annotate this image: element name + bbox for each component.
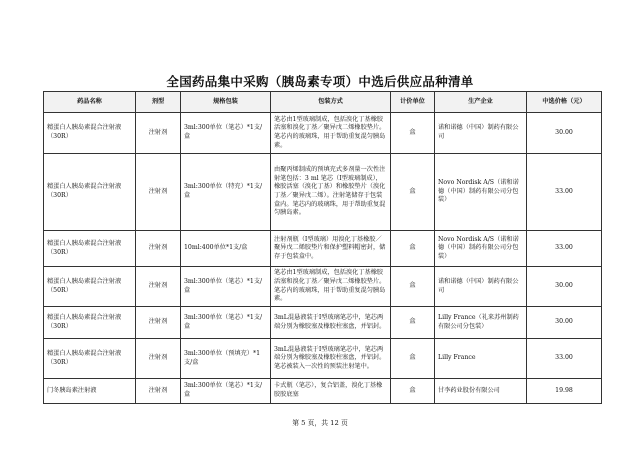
page-title: 全国药品集中采购（胰岛素专项）中选后供应品种清单: [166, 74, 474, 89]
cell-packaging: 3mL混悬液装于Ⅰ型玻璃笔芯中，笔芯两端分别为橡胶塞及橡胶柱塞盘，并铝封。笔芯被装入一次性的预装注射笔中。: [271, 339, 391, 379]
table-row: [44, 339, 602, 379]
cell-price: 33.00: [527, 231, 602, 267]
cell-manufacturer: Novo Nordisk A/S（诺和诺德（中国）制药有限公司分包装）: [435, 154, 527, 231]
cell-unit: 盒: [391, 339, 435, 379]
cell-spec: 3ml:300单位（特充）*1支/盒: [181, 154, 271, 231]
cell-manufacturer: 诺和诺德（中国）制药有限公司: [435, 113, 527, 154]
header-price: 中选价格（元）: [527, 92, 602, 113]
cell-packaging: 笔芯由1型玻璃制成，包括溴化丁基橡胶活塞和溴化丁基／聚异戊二烯橡胶垫片。笔芯内的玻璃珠，用于帮助重复混匀胰岛素。: [271, 113, 391, 154]
cell-dosage-form: 注射剂: [136, 379, 181, 404]
table-row: [44, 267, 602, 307]
header-dosage-form: 剂型: [136, 92, 181, 113]
cell-drug-name: 门冬胰岛素注射液: [44, 379, 136, 404]
cell-unit: 盒: [391, 113, 435, 154]
header-unit: 计价单位: [391, 92, 435, 113]
cell-manufacturer: 诺和诺德（中国）制药有限公司: [435, 267, 527, 307]
cell-spec: 3ml:300单位（笔芯）*1支/盒: [181, 267, 271, 307]
table-row: [44, 154, 602, 231]
header-spec: 规格包装: [181, 92, 271, 113]
cell-price: 30.00: [527, 113, 602, 154]
cell-unit: 盒: [391, 379, 435, 404]
page-number: 第 5 页，共 12 页: [292, 419, 348, 427]
cell-packaging: 注射剂瓶（I型玻璃）用溴化丁基橡胶／聚异戊二烯胶垫片和保护塑料帽密封，储存于包装盒中。: [271, 231, 391, 267]
table-header-row: [44, 92, 602, 113]
cell-spec: 10ml:400单位*1支/盒: [181, 231, 271, 267]
cell-drug-name: 精蛋白人胰岛素混合注射液（50R）: [44, 267, 136, 307]
table-row: [44, 307, 602, 339]
cell-dosage-form: 注射剂: [136, 113, 181, 154]
cell-manufacturer: 甘李药业股份有限公司: [435, 379, 527, 404]
cell-unit: 盒: [391, 231, 435, 267]
cell-packaging: 3mL混悬液装于Ⅰ型玻璃笔芯中，笔芯两端分别为橡胶塞及橡胶柱塞盘，并铝封。: [271, 307, 391, 339]
cell-price: 19.98: [527, 379, 602, 404]
cell-dosage-form: 注射剂: [136, 231, 181, 267]
cell-drug-name: 精蛋白人胰岛素混合注射液（30R）: [44, 113, 136, 154]
cell-spec: 3ml:300单位（预填充）*1支/盒: [181, 339, 271, 379]
cell-spec: 3ml:300单位（笔芯）*1支/盒: [181, 113, 271, 154]
product-table: [43, 91, 602, 404]
cell-drug-name: 精蛋白人胰岛素混合注射液（30R）: [44, 339, 136, 379]
table-row: [44, 379, 602, 404]
header-drug-name: 药品名称: [44, 92, 136, 113]
cell-dosage-form: 注射剂: [136, 307, 181, 339]
cell-drug-name: 精蛋白人胰岛素混合注射液（30R）: [44, 231, 136, 267]
cell-price: 33.00: [527, 339, 602, 379]
cell-drug-name: 精蛋白人胰岛素混合注射液（30R）: [44, 154, 136, 231]
cell-packaging: 卡式瓶（笔芯），复合铝盖，溴化丁基橡胶胶底塞: [271, 379, 391, 404]
cell-dosage-form: 注射剂: [136, 339, 181, 379]
cell-price: 30.00: [527, 307, 602, 339]
cell-packaging: 笔芯由1型玻璃制成，包括溴化丁基橡胶活塞和溴化丁基／聚异戊二烯橡胶垫片。笔芯内的玻璃珠，用于帮助重复混匀胰岛素。: [271, 267, 391, 307]
header-manufacturer: 生产企业: [435, 92, 527, 113]
cell-unit: 盒: [391, 267, 435, 307]
cell-manufacturer: Novo Nordisk A/S（诺和诺德（中国）制药有限公司分包装）: [435, 231, 527, 267]
header-packaging: 包装方式: [271, 92, 391, 113]
table-row: [44, 231, 602, 267]
cell-unit: 盒: [391, 307, 435, 339]
cell-dosage-form: 注射剂: [136, 154, 181, 231]
cell-unit: 盒: [391, 154, 435, 231]
cell-manufacturer: Lilly France: [435, 339, 527, 379]
cell-manufacturer: Lilly France（礼来苏州制药有限公司分包装）: [435, 307, 527, 339]
cell-dosage-form: 注射剂: [136, 267, 181, 307]
cell-price: 33.00: [527, 154, 602, 231]
cell-spec: 3ml:300单位（笔芯）*1支/盒: [181, 379, 271, 404]
cell-drug-name: 精蛋白人胰岛素混合注射液（30R）: [44, 307, 136, 339]
cell-packaging: 由聚丙烯制成的预填充式多剂量一次性注射笔包括：3 ml 笔芯（I型玻璃制成），橡胶活塞（溴化丁基）和橡胶垫片（溴化丁基／聚异戊二烯）。注射笔储存于包装盒内。笔芯内的玻璃珠，用于帮助重复混匀胰岛素。: [271, 154, 391, 231]
table-row: [44, 113, 602, 154]
cell-spec: 3ml:300单位（笔芯）*1支/盒: [181, 307, 271, 339]
cell-price: 30.00: [527, 267, 602, 307]
